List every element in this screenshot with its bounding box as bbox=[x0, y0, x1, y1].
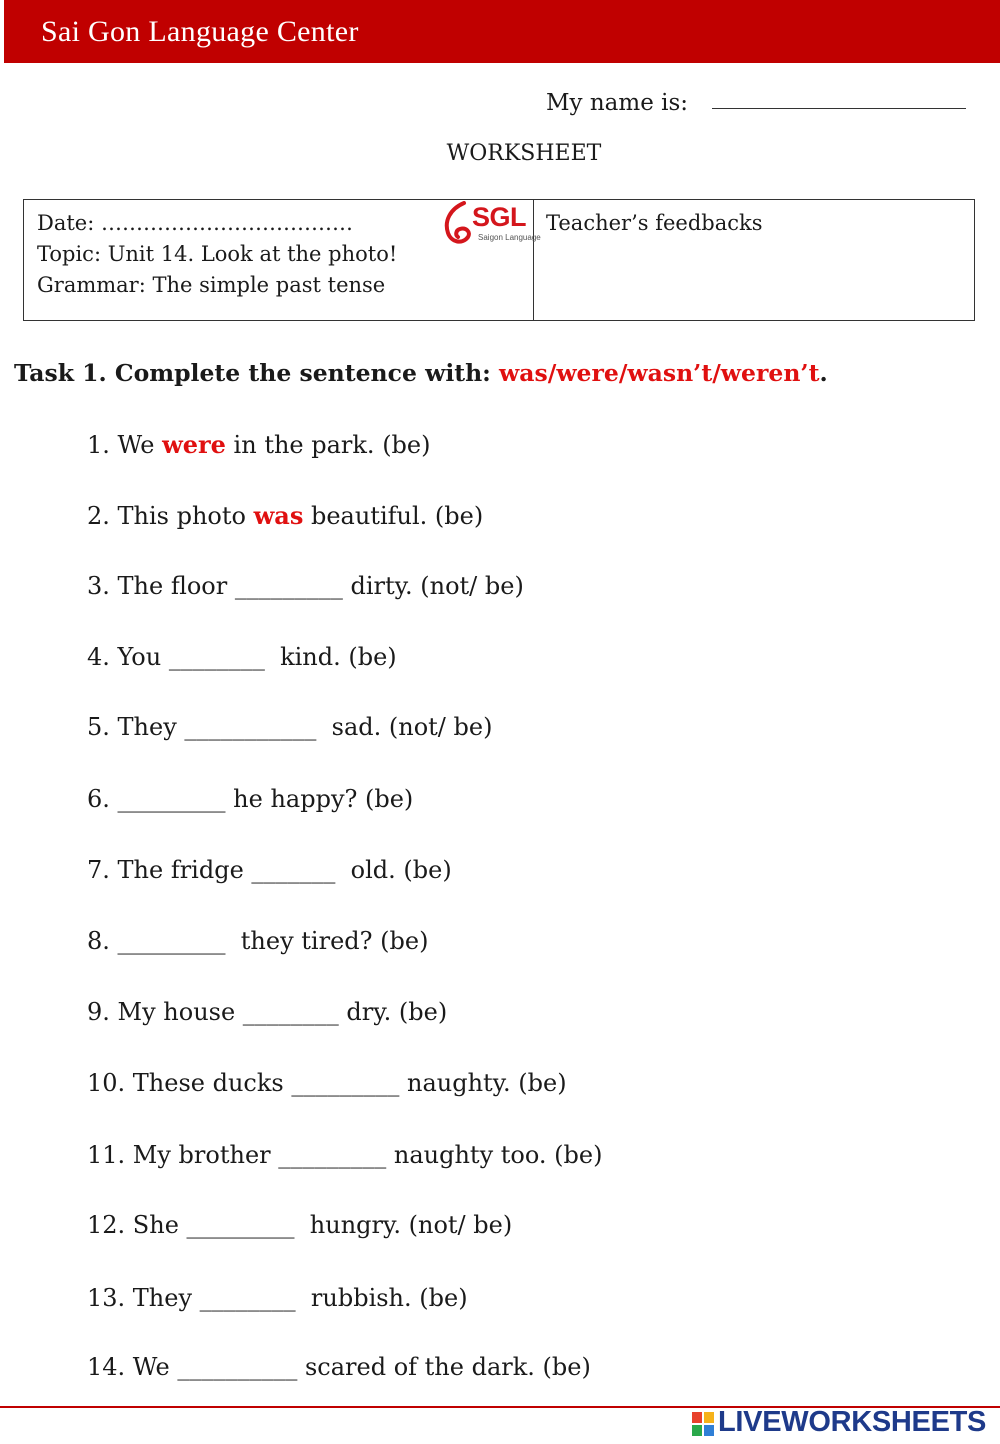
task-heading bbox=[14, 359, 828, 387]
header-bar bbox=[4, 0, 1000, 63]
grammar-text: Grammar: The simple past tense bbox=[37, 273, 386, 297]
exercise-item-14[interactable]: 14. We __________ scared of the dark. (be) bbox=[87, 1353, 591, 1381]
feedback-label: Teacher’s feedbacks bbox=[546, 211, 763, 235]
exercise-item-12[interactable]: 12. She _________ hungry. (not/ be) bbox=[87, 1211, 513, 1239]
name-input-line[interactable] bbox=[712, 108, 966, 109]
exercise-item-10[interactable]: 10. These ducks _________ naughty. (be) bbox=[87, 1069, 567, 1097]
header-title: Sai Gon Language Center bbox=[41, 15, 359, 48]
exercise-item-1: 1. We were in the park. (be) bbox=[87, 430, 431, 459]
info-right-cell bbox=[546, 208, 763, 239]
info-left-cell bbox=[37, 208, 397, 301]
exercise-item-8[interactable]: 8. _________ they tired? (be) bbox=[87, 927, 429, 955]
logo-text: SGL bbox=[472, 202, 527, 232]
exercise-item-3[interactable]: 3. The floor _________ dirty. (not/ be) bbox=[87, 572, 524, 600]
liveworksheets-logo-icon bbox=[692, 1412, 714, 1436]
brand-text: LIVEWORKSHEETS bbox=[718, 1406, 987, 1438]
liveworksheets-brand bbox=[690, 1404, 990, 1440]
exercise-item-4[interactable]: 4. You ________ kind. (be) bbox=[87, 643, 397, 671]
date-text: Date: ……………………………… bbox=[37, 211, 353, 235]
sgl-swirl-icon bbox=[440, 201, 474, 247]
logo-subtext: Saigon Language bbox=[478, 233, 541, 242]
task-options: was/were/wasn’t/weren’t bbox=[499, 359, 820, 387]
task-suffix: . bbox=[819, 359, 828, 387]
exercise-item-6[interactable]: 6. _________ he happy? (be) bbox=[87, 785, 414, 813]
exercise-item-7[interactable]: 7. The fridge _______ old. (be) bbox=[87, 856, 452, 884]
exercise-item-2: 2. This photo was beautiful. (be) bbox=[87, 501, 484, 530]
answer-text[interactable]: were bbox=[162, 430, 226, 459]
task-prefix: Task 1. Complete the sentence with: bbox=[14, 359, 500, 387]
exercise-item-9[interactable]: 9. My house ________ dry. (be) bbox=[87, 998, 448, 1026]
worksheet-title: WORKSHEET bbox=[446, 141, 602, 166]
sgl-logo bbox=[438, 200, 541, 248]
name-label: My name is: bbox=[546, 90, 689, 116]
exercise-item-5[interactable]: 5. They ___________ sad. (not/ be) bbox=[87, 713, 493, 741]
answer-text[interactable]: was bbox=[253, 501, 304, 530]
exercise-item-13[interactable]: 13. They ________ rubbish. (be) bbox=[87, 1284, 468, 1312]
exercise-item-11[interactable]: 11. My brother _________ naughty too. (be) bbox=[87, 1141, 603, 1169]
topic-text: Topic: Unit 14. Look at the photo! bbox=[37, 242, 398, 266]
